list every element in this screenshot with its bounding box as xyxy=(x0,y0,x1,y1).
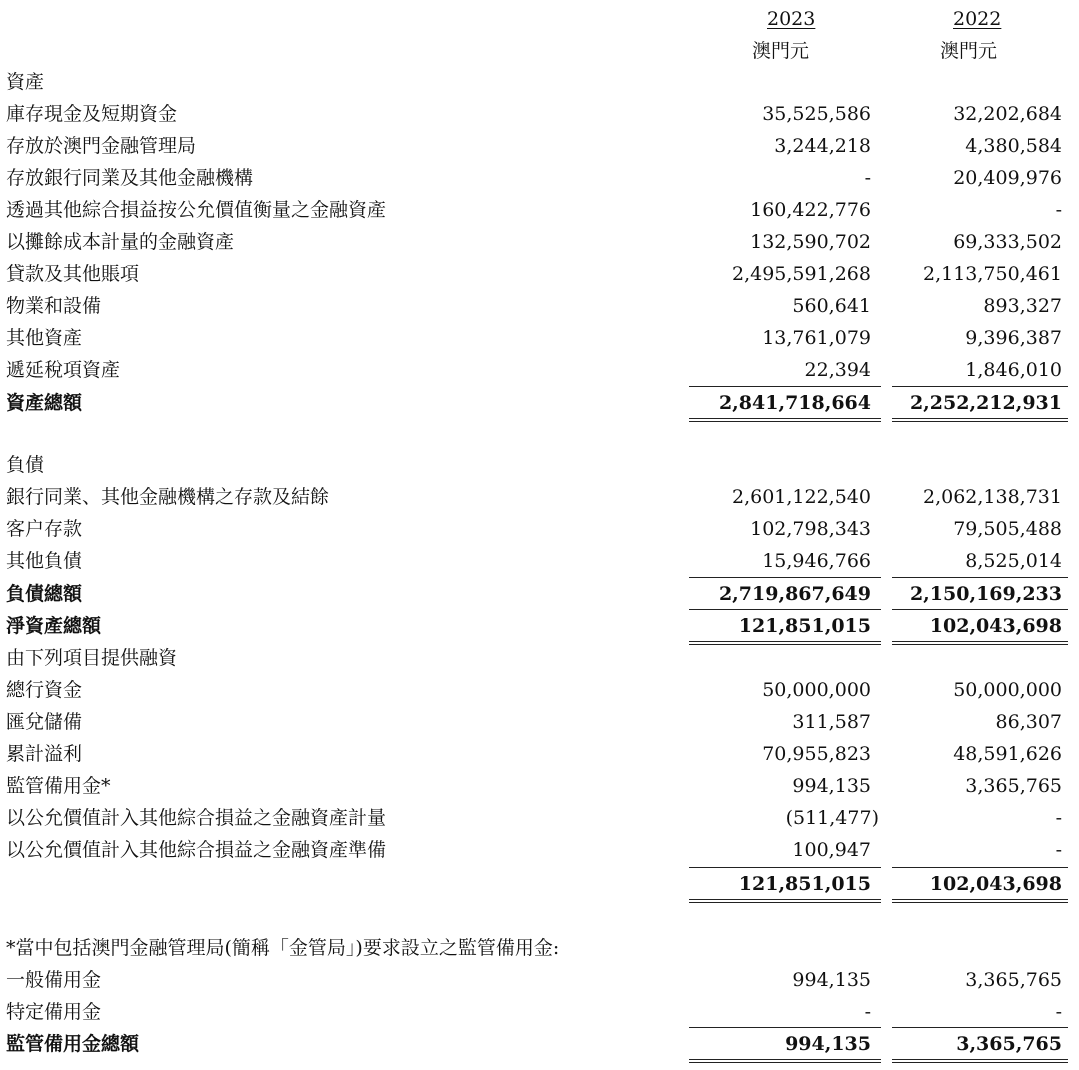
table-row xyxy=(0,674,1079,706)
value-2023: - xyxy=(864,167,871,189)
value-2022: 1,846,010 xyxy=(965,359,1062,381)
value-2022: 8,525,014 xyxy=(965,550,1062,572)
section-heading: 負債 xyxy=(6,454,45,476)
value-2022: 32,202,684 xyxy=(953,103,1062,125)
value-2023: 15,946,766 xyxy=(762,550,871,572)
table-row xyxy=(0,834,1079,866)
table-row xyxy=(0,802,1079,834)
value-2023: 102,798,343 xyxy=(750,518,871,540)
value-2023: 994,135 xyxy=(785,1033,871,1055)
double-rule xyxy=(892,1059,1068,1060)
value-2023: 994,135 xyxy=(792,969,871,991)
table-row xyxy=(0,194,1079,226)
assets-total-row xyxy=(0,387,1079,419)
value-2023: 70,955,823 xyxy=(762,743,871,765)
row-label: 資產總額 xyxy=(6,392,83,414)
net-assets-row xyxy=(0,610,1079,642)
double-rule xyxy=(689,421,881,422)
value-2022: 102,043,698 xyxy=(929,873,1062,895)
table-row xyxy=(0,322,1079,354)
double-rule xyxy=(892,1062,1068,1063)
value-2022: 3,365,765 xyxy=(965,969,1062,991)
row-label: 客户存款 xyxy=(6,518,83,540)
double-rule xyxy=(689,902,881,903)
value-2023: 13,761,079 xyxy=(762,327,871,349)
value-2023: 311,587 xyxy=(792,711,871,733)
table-row xyxy=(0,481,1079,513)
table-row xyxy=(0,545,1079,577)
row-label: 遞延稅項資產 xyxy=(6,359,121,381)
note-total-row xyxy=(0,1028,1079,1060)
value-2023: 2,841,718,664 xyxy=(718,392,871,414)
row-label: 其他資產 xyxy=(6,327,83,349)
value-2022: 2,062,138,731 xyxy=(922,486,1062,508)
column-year-2022: 2022 xyxy=(953,8,1002,30)
value-2022: 50,000,000 xyxy=(953,679,1062,701)
value-2022: 48,591,626 xyxy=(953,743,1062,765)
row-label: 淨資產總額 xyxy=(6,615,102,637)
row-label: 透過其他綜合損益按公允價值衡量之金融資產 xyxy=(6,199,387,221)
value-2023: 121,851,015 xyxy=(738,873,871,895)
double-rule xyxy=(892,421,1068,422)
table-row xyxy=(0,290,1079,322)
row-label: 匯兌儲備 xyxy=(6,711,83,733)
row-label: 銀行同業、其他金融機構之存款及結餘 xyxy=(6,486,330,508)
row-label: 庫存現金及短期資金 xyxy=(6,103,178,125)
value-2022: - xyxy=(1055,199,1062,221)
value-2022: 69,333,502 xyxy=(953,231,1062,253)
row-label: 存放於澳門金融管理局 xyxy=(6,135,197,157)
table-row xyxy=(0,258,1079,290)
value-2022: 3,365,765 xyxy=(965,775,1062,797)
table-row xyxy=(0,738,1079,770)
table-row xyxy=(0,770,1079,802)
value-2022: 3,365,765 xyxy=(956,1033,1062,1055)
row-label: 存放銀行同業及其他金融機構 xyxy=(6,167,254,189)
note-heading-row xyxy=(0,932,1079,964)
value-2022: 102,043,698 xyxy=(929,615,1062,637)
section-heading: 資產 xyxy=(6,71,45,93)
value-2023: 2,495,591,268 xyxy=(731,263,871,285)
row-label: 特定備用金 xyxy=(6,1001,102,1023)
value-2023: 35,525,586 xyxy=(762,103,871,125)
section-heading: 由下列項目提供融資 xyxy=(6,647,178,669)
value-2023: 121,851,015 xyxy=(738,615,871,637)
column-currency-2023: 澳門元 xyxy=(752,40,810,62)
value-2023: 100,947 xyxy=(792,839,871,861)
value-2023: - xyxy=(864,1001,871,1023)
row-label: 監管備用金總額 xyxy=(6,1033,140,1055)
funding-heading-row xyxy=(0,642,1079,674)
value-2022: - xyxy=(1055,807,1062,829)
double-rule xyxy=(689,1059,881,1060)
double-rule xyxy=(689,418,881,419)
row-label: 監管備用金* xyxy=(6,775,111,797)
double-rule xyxy=(892,902,1068,903)
table-row xyxy=(0,130,1079,162)
assets-heading-row xyxy=(0,66,1079,98)
table-row xyxy=(0,98,1079,130)
value-2022: - xyxy=(1055,839,1062,861)
row-label: 以公允價值計入其他綜合損益之金融資產計量 xyxy=(6,807,387,829)
value-2022: 2,252,212,931 xyxy=(909,392,1062,414)
row-label: 物業和設備 xyxy=(6,295,102,317)
value-2022: 20,409,976 xyxy=(953,167,1062,189)
table-row xyxy=(0,226,1079,258)
value-2023: 2,719,867,649 xyxy=(718,583,871,605)
value-2023: 560,641 xyxy=(792,295,871,317)
double-rule xyxy=(892,899,1068,900)
column-currency-2022: 澳門元 xyxy=(940,40,998,62)
value-2023: 3,244,218 xyxy=(774,135,871,157)
value-2023: 50,000,000 xyxy=(762,679,871,701)
row-label: 其他負債 xyxy=(6,550,83,572)
note-heading: *當中包括澳門金融管理局(簡稱「金管局」)要求設立之監管備用金: xyxy=(6,937,560,959)
table-row xyxy=(0,513,1079,545)
liabilities-heading-row xyxy=(0,449,1079,481)
table-row xyxy=(0,706,1079,738)
value-2022: 86,307 xyxy=(995,711,1062,733)
row-label: 負債總額 xyxy=(6,583,83,605)
double-rule xyxy=(689,899,881,900)
value-2022: 2,150,169,233 xyxy=(909,583,1062,605)
liabilities-total-row xyxy=(0,578,1079,610)
row-label: 貸款及其他賬項 xyxy=(6,263,140,285)
funding-total-row xyxy=(0,868,1079,900)
table-row xyxy=(0,162,1079,194)
row-label: 以公允價值計入其他綜合損益之金融資產準備 xyxy=(6,839,387,861)
row-label: 累計溢利 xyxy=(6,743,83,765)
value-2022: 893,327 xyxy=(983,295,1062,317)
value-2022: - xyxy=(1055,1001,1062,1023)
value-2023: 994,135 xyxy=(792,775,871,797)
value-2023: 160,422,776 xyxy=(750,199,871,221)
table-row xyxy=(0,964,1079,996)
double-rule xyxy=(689,1062,881,1063)
value-2023: 22,394 xyxy=(804,359,871,381)
value-2022: 2,113,750,461 xyxy=(922,263,1062,285)
table-row xyxy=(0,354,1079,386)
table-row xyxy=(0,996,1079,1028)
row-label: 一般備用金 xyxy=(6,969,102,991)
value-2022: 9,396,387 xyxy=(965,327,1062,349)
row-label: 以攤餘成本計量的金融資產 xyxy=(6,231,235,253)
value-2022: 79,505,488 xyxy=(953,518,1062,540)
value-2022: 4,380,584 xyxy=(965,135,1062,157)
value-2023: 132,590,702 xyxy=(750,231,871,253)
double-rule xyxy=(892,418,1068,419)
value-2023: (511,477) xyxy=(785,807,879,829)
row-label: 總行資金 xyxy=(6,679,83,701)
column-year-2023: 2023 xyxy=(767,8,816,30)
value-2023: 2,601,122,540 xyxy=(731,486,871,508)
